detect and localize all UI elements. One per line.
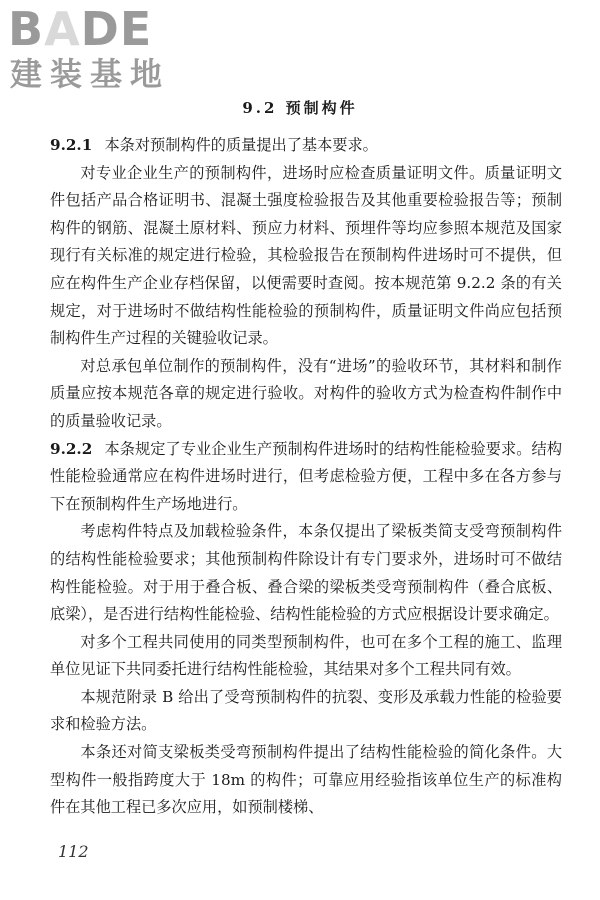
clause-number: 9.2.1	[50, 136, 93, 154]
clause-number: 9.2.2	[50, 439, 93, 458]
logo-chinese-text: 建装基地	[10, 55, 171, 93]
document-body	[50, 132, 562, 822]
paragraph: 对多个工程共同使用的同类型预制构件，也可在多个工程的施工、监理单位见证下共同委托进行结构性能检验，其结果对多个工程共同有效。	[50, 632, 562, 679]
paragraph-clause-9-2-2	[50, 436, 562, 519]
paragraph-text: 本条规定了专业企业生产预制构件进场时的结构性能检验要求。结构性能检验通常应在构件进场时进行，但考虑检验方便，工程中多在各方参与下在预制构件生产场地进行。	[50, 439, 562, 513]
paragraph-text: 本条对预制构件的质量提出了基本要求。	[104, 136, 378, 154]
paragraph: 考虑构件特点及加载检验条件，本条仅提出了梁板类简支受弯预制构件的结构性能检验要求；其他预制构件除设计有专门要求外，进场时可不做结构性能检验。对于用于叠合板、叠合梁的梁板类受弯预制构件（叠合底板、底梁），是否进行结构性能检验、结构性能检验的方式应根据设计要求确定。	[50, 522, 562, 624]
logo-wordmark: BADE	[8, 2, 153, 56]
section-title: 9.2 预制构件	[242, 99, 358, 117]
bade-logo	[8, 4, 178, 92]
paragraph: 对专业企业生产的预制构件，进场时应检查质量证明文件。质量证明文件包括产品合格证明书、混凝土强度检验报告及其他重要检验报告等；预制构件的钢筋、混凝土原材料、预应力材料、预埋件等均应参照本规范及国家现行有关标准的规定进行检验，其检验报告在预制构件进场时可不提供，但应在构件生产企业存档保留，以便需要时查阅。按本规范第 9.2.2 条的有关规定，对于进场时不做结构性能检验的预制构件，质量证明文件尚应包括预制构件生产过程的关键验收记录。	[50, 163, 562, 348]
paragraph: 对总承包单位制作的预制构件，没有“进场”的验收环节，其材料和制作质量应按本规范各章的规定进行验收。对构件的验收方式为检查构件制作中的质量验收记录。	[50, 356, 562, 430]
paragraph: 本规范附录 B 给出了受弯预制构件的抗裂、变形及承载力性能的检验要求和检验方法。	[50, 687, 562, 734]
page-number: 112	[58, 842, 89, 861]
paragraph-clause-9-2-1	[50, 132, 562, 160]
paragraph: 本条还对简支梁板类受弯预制构件提出了结构性能检验的简化条件。大型构件一般指跨度大于 18m 的构件；可靠应用经验指该单位生产的标准构件在其他工程已多次应用，如预制楼梯、	[50, 743, 562, 817]
